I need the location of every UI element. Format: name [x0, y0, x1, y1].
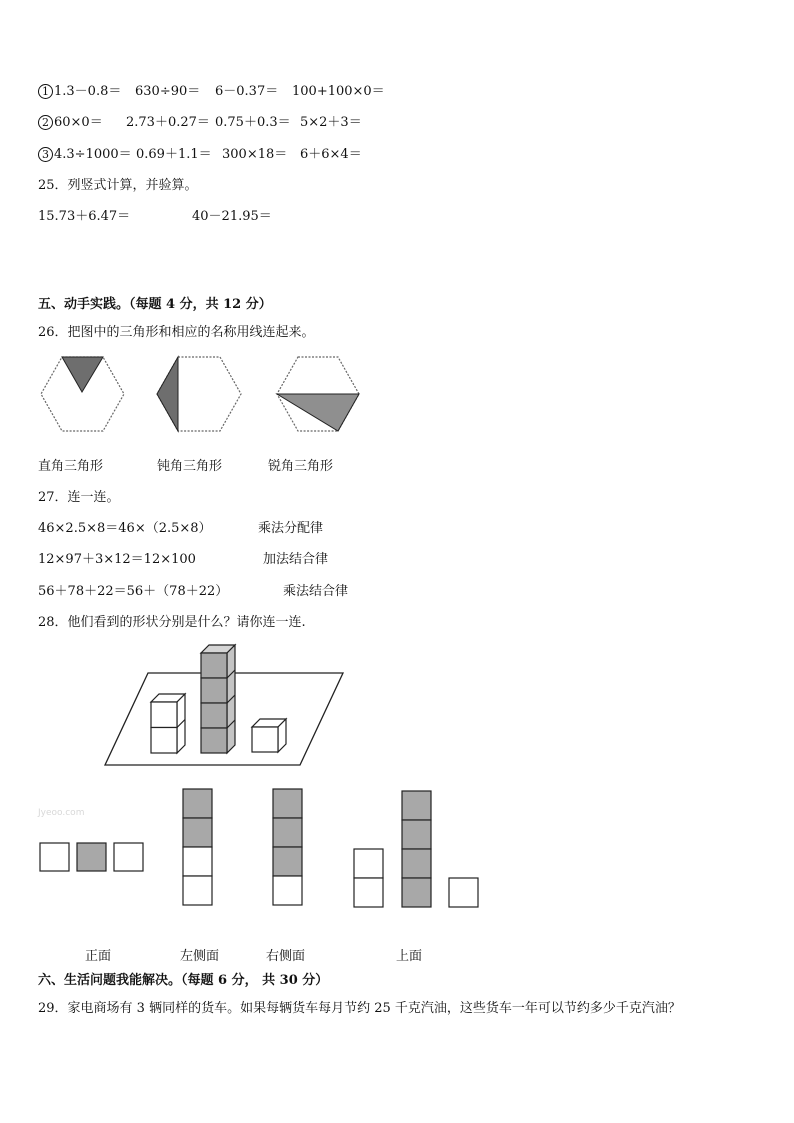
match-right-item: 加法结合律 — [263, 552, 329, 567]
question-25-title: 25．列竖式计算，并验算。 — [38, 178, 198, 193]
oral-item: 300×18＝ — [222, 147, 288, 162]
question-29-title: 29．家电商场有 3 辆同样的货车。如果每辆货车每月节约 25 千克汽油，这些货车一年可以节约多少千克汽油？ — [38, 1001, 681, 1016]
triangle-label: 钝角三角形 — [157, 459, 223, 474]
watermark: Jyeoo.com — [38, 808, 85, 818]
match-left-item: 12×97＋3×12＝12×100 — [38, 552, 196, 567]
view-option-2 — [183, 789, 212, 905]
oral-item: 5×2＋3＝ — [300, 115, 362, 130]
triangle-label: 锐角三角形 — [268, 459, 334, 474]
oral-item: 1.3－0.8＝ — [54, 84, 122, 99]
q25-item: 15.73＋6.47＝ — [38, 209, 131, 224]
view-label-left: 左侧面 — [180, 949, 220, 964]
oral-item: 0.75＋0.3＝ — [215, 115, 291, 130]
section-5-title: 五、动手实践。（每题 4 分，共 12 分） — [38, 297, 272, 312]
question-28-title: 28．他们看到的形状分别是什么？请你连一连. — [38, 615, 306, 630]
view-option-4 — [354, 791, 478, 907]
section-6-title: 六、生活问题我能解决。（每题 6 分， 共 30 分） — [38, 973, 329, 988]
oral-item: 100+100×0＝ — [292, 84, 385, 99]
circled-number-3: 3 — [38, 147, 53, 162]
cube-single — [252, 719, 286, 752]
circled-number-2: 2 — [38, 115, 53, 130]
view-option-3 — [273, 789, 302, 905]
match-right-item: 乘法分配律 — [258, 521, 324, 536]
view-label-top: 上面 — [396, 949, 423, 964]
hexagon-figure-1 — [41, 357, 124, 431]
match-left-item: 46×2.5×8＝46×（2.5×8） — [38, 521, 212, 536]
match-left-item: 56＋78＋22＝56＋（78＋22） — [38, 584, 229, 599]
cube-stack-4 — [201, 645, 235, 753]
view-label-right: 右侧面 — [266, 949, 306, 964]
match-right-item: 乘法结合律 — [283, 584, 349, 599]
view-label-front: 正面 — [85, 949, 112, 964]
q25-item: 40－21.95＝ — [192, 209, 272, 224]
oral-item: 6＋6×4＝ — [300, 147, 362, 162]
hexagon-figure-2 — [157, 357, 241, 431]
question-26-title: 26．把图中的三角形和相应的名称用线连起来。 — [38, 325, 315, 340]
oral-item: 630÷90＝ — [135, 84, 201, 99]
oral-item: 6－0.37＝ — [215, 84, 279, 99]
triangle-label: 直角三角形 — [38, 459, 104, 474]
oral-item: 60×0＝ — [54, 115, 103, 130]
hexagon-figure-3 — [277, 357, 359, 431]
oral-item: 4.3÷1000＝ — [54, 147, 132, 162]
circled-number-1: 1 — [38, 84, 53, 99]
view-option-1 — [40, 843, 143, 871]
oral-item: 2.73＋0.27＝ — [126, 115, 210, 130]
question-27-title: 27．连一连。 — [38, 490, 120, 505]
cube-stack-2 — [151, 694, 185, 753]
oral-item: 0.69＋1.1＝ — [136, 147, 212, 162]
